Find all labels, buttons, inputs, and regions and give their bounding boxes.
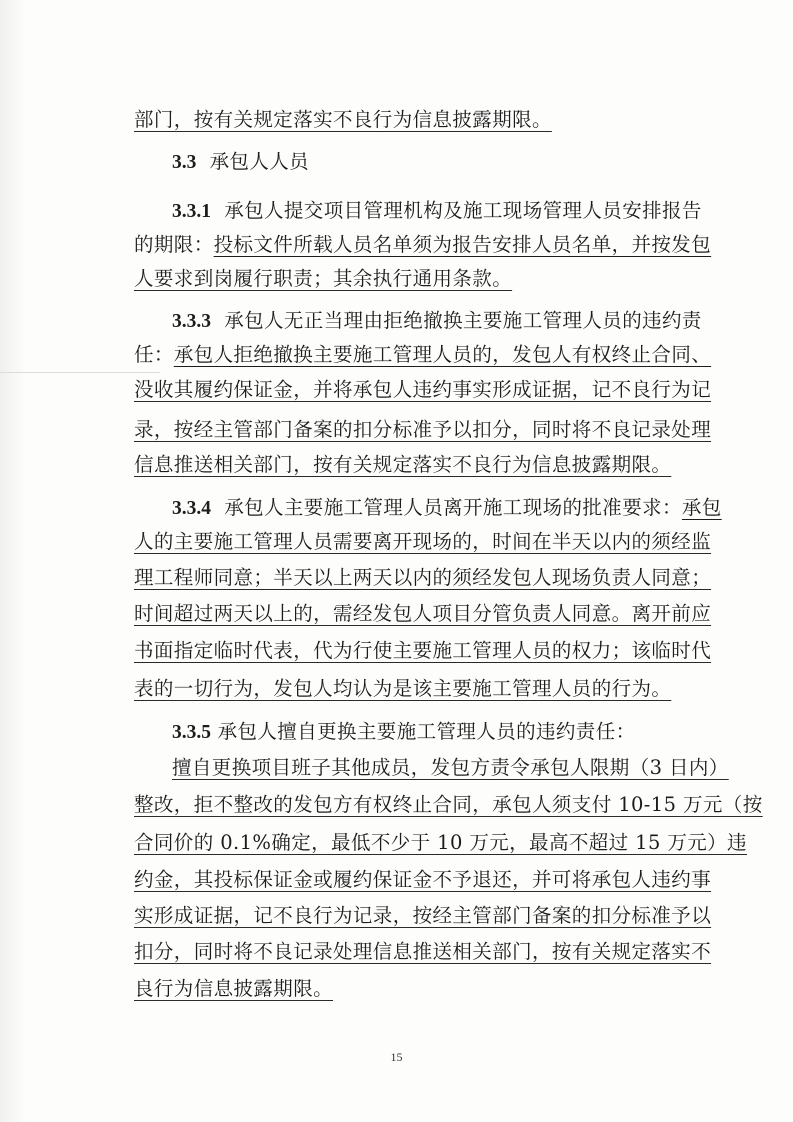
text-line: 信息推送相关部门，按有关规定落实不良行为信息披露期限。: [134, 453, 672, 476]
page-number: 15: [390, 1050, 403, 1064]
clause-heading: 3.3.3 承包人无正当理由拒绝撤换主要施工管理人员的违约责: [172, 309, 702, 332]
text-line: 扣分，同时将不良记录处理信息推送相关部门，按有关规定落实不: [134, 940, 712, 963]
text-line: 时间超过两天以上的，需经发包人项目分管负责人同意。离开前应: [134, 602, 712, 625]
clause-heading: 3.3.4 承包人主要施工管理人员离开施工现场的批准要求：承包: [172, 496, 722, 519]
text-line: 合同价的 0.1%确定，最低不少于 10 万元，最高不超过 15 万元）违: [134, 831, 747, 854]
text-line: 约金，其投标保证金或履约保证金不予退还，并可将承包人违约事: [134, 868, 712, 891]
text-line: 任：承包人拒绝撤换主要施工管理人员的，发包人有权终止合同、: [134, 343, 712, 366]
text-line: 理工程师同意；半天以上两天以内的须经发包人现场负责人同意；: [134, 566, 712, 589]
text-line: 的期限：投标文件所载人员名单须为报告安排人员名单，并按发包: [134, 233, 712, 256]
scan-shadow: [0, 0, 26, 1122]
clause-heading: 3.3.5 承包人擅自更换主要施工管理人员的违约责任：: [172, 720, 636, 743]
text-line: 人的主要施工管理人员需要离开现场的，时间在半天以内的须经监: [134, 530, 712, 553]
text-line: 良行为信息披露期限。: [134, 977, 334, 1000]
text-line: 没收其履约保证金，并将承包人违约事实形成证据，记不良行为记: [134, 378, 712, 401]
text-line: 实形成证据，记不良行为记录，按经主管部门备案的扣分标准予以: [134, 904, 712, 927]
text-line: 擅自更换项目班子其他成员，发包方责令承包人限期（3 日内）: [172, 756, 729, 779]
clause-heading: 3.3.1 承包人提交项目管理机构及施工现场管理人员安排报告: [172, 199, 702, 222]
text-line: 表的一切行为，发包人均认为是该主要施工管理人员的行为。: [134, 677, 672, 700]
text-line: 书面指定临时代表，代为行使主要施工管理人员的权力；该临时代: [134, 639, 712, 662]
scan-artifact-line: [0, 372, 160, 373]
text-line: 人要求到岗履行职责；其余执行通用条款。: [134, 267, 513, 290]
text-line: 录，按经主管部门备案的扣分标准予以扣分，同时将不良记录处理: [134, 418, 712, 441]
text-line: 部门，按有关规定落实不良行为信息披露期限。: [134, 108, 552, 131]
text-line: 整改，拒不整改的发包方有权终止合同，承包人须支付 10-15 万元（按: [134, 793, 763, 816]
section-heading: 3.3 承包人人员: [172, 150, 310, 173]
